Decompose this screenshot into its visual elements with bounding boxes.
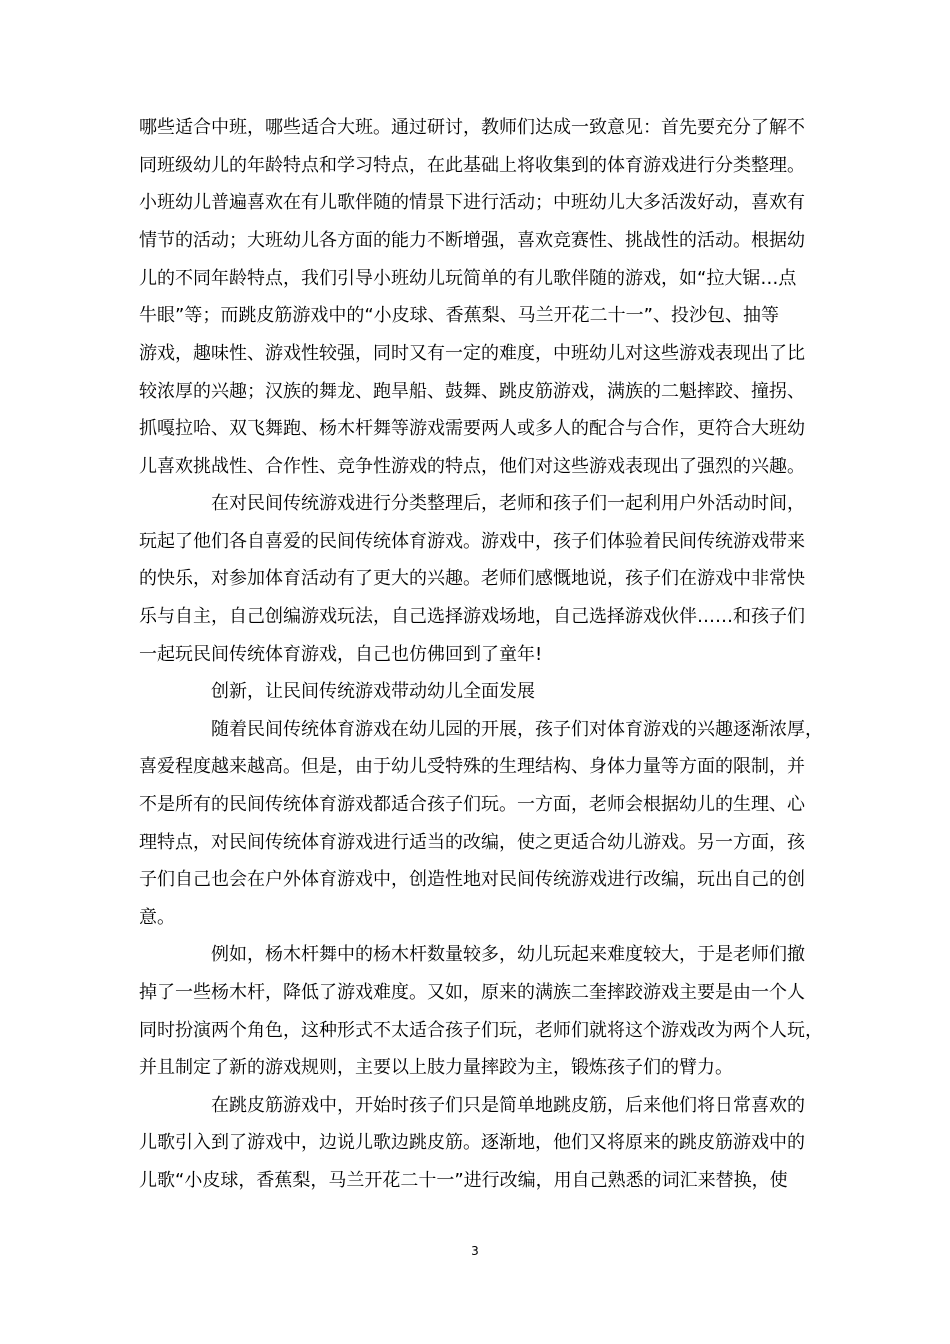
text-line: 牛眼”等；而跳皮筋游戏中的“小皮球、香蕉梨、马兰开花二十一”、投沙包、抽等 [139,305,779,326]
text-line: 儿歌引入到了游戏中，边说儿歌边跳皮筋。逐渐地，他们又将原来的跳皮筋游戏中的 [139,1132,805,1153]
text-line: 在对民间传统游戏进行分类整理后，老师和孩子们一起利用户外活动时间， [211,493,805,514]
text-line: 抓嘎拉哈、双飞舞跑、杨木杆舞等游戏需要两人或多人的配合与合作，更符合大班幼 [139,418,805,439]
text-line: 游戏，趣味性、游戏性较强，同时又有一定的难度，中班幼儿对这些游戏表现出了比 [139,343,805,364]
text-line: 同时扮演两个角色，这种形式不太适合孩子们玩，老师们就将这个游戏改为两个人玩， [139,1020,823,1041]
text-line: 的快乐，对参加体育活动有了更大的兴趣。老师们感慨地说，孩子们在游戏中非常快 [139,568,805,589]
text-line: 小班幼儿普遍喜欢在有儿歌伴随的情景下进行活动；中班幼儿大多活泼好动，喜欢有 [139,192,805,213]
text-line: 意。 [139,907,175,928]
text-line: 儿的不同年龄特点，我们引导小班幼儿玩简单的有儿歌伴随的游戏，如“拉大锯…点 [139,268,797,289]
text-line: 哪些适合中班，哪些适合大班。通过研讨，教师们达成一致意见：首先要充分了解不 [139,117,805,138]
text-line: 儿喜欢挑战性、合作性、竞争性游戏的特点，他们对这些游戏表现出了强烈的兴趣。 [139,456,805,477]
text-line: 例如，杨木杆舞中的杨木杆数量较多，幼儿玩起来难度较大，于是老师们撤 [211,944,805,965]
text-line: 在跳皮筋游戏中，开始时孩子们只是简单地跳皮筋，后来他们将日常喜欢的 [211,1095,805,1116]
text-line: 情节的活动；大班幼儿各方面的能力不断增强，喜欢竞赛性、挑战性的活动。根据幼 [139,230,805,251]
text-line: 乐与自主，自己创编游戏玩法，自己选择游戏场地，自己选择游戏伙伴……和孩子们 [139,606,805,627]
text-line: 同班级幼儿的年龄特点和学习特点，在此基础上将收集到的体育游戏进行分类整理。 [139,155,805,176]
page-number: 3 [471,1244,479,1258]
text-line: 理特点，对民间传统体育游戏进行适当的改编，使之更适合幼儿游戏。另一方面，孩 [139,832,805,853]
text-line: 一起玩民间传统体育游戏，自己也仿佛回到了童年! [139,644,543,665]
text-line: 较浓厚的兴趣；汉族的舞龙、跑旱船、鼓舞、跳皮筋游戏，满族的二魁摔跤、撞拐、 [139,381,805,402]
section-heading: 创新，让民间传统游戏带动幼儿全面发展 [211,681,535,702]
text-line: 玩起了他们各自喜爱的民间传统体育游戏。游戏中，孩子们体验着民间传统游戏带来 [139,531,805,552]
text-line: 不是所有的民间传统体育游戏都适合孩子们玩。一方面，老师会根据幼儿的生理、心 [139,794,805,815]
text-line: 掉了一些杨木杆，降低了游戏难度。又如，原来的满族二奎摔跤游戏主要是由一个人 [139,982,805,1003]
text-line: 儿歌“小皮球，香蕉梨，马兰开花二十一”进行改编，用自己熟悉的词汇来替换，使 [139,1170,788,1191]
text-line: 子们自己也会在户外体育游戏中，创造性地对民间传统游戏进行改编，玩出自己的创 [139,869,805,890]
text-line: 并且制定了新的游戏规则，主要以上肢力量摔跤为主，锻炼孩子们的臂力。 [139,1057,733,1078]
text-line: 随着民间传统体育游戏在幼儿园的开展，孩子们对体育游戏的兴趣逐渐浓厚， [211,719,823,740]
text-line: 喜爱程度越来越高。但是，由于幼儿受特殊的生理结构、身体力量等方面的限制，并 [139,756,805,777]
